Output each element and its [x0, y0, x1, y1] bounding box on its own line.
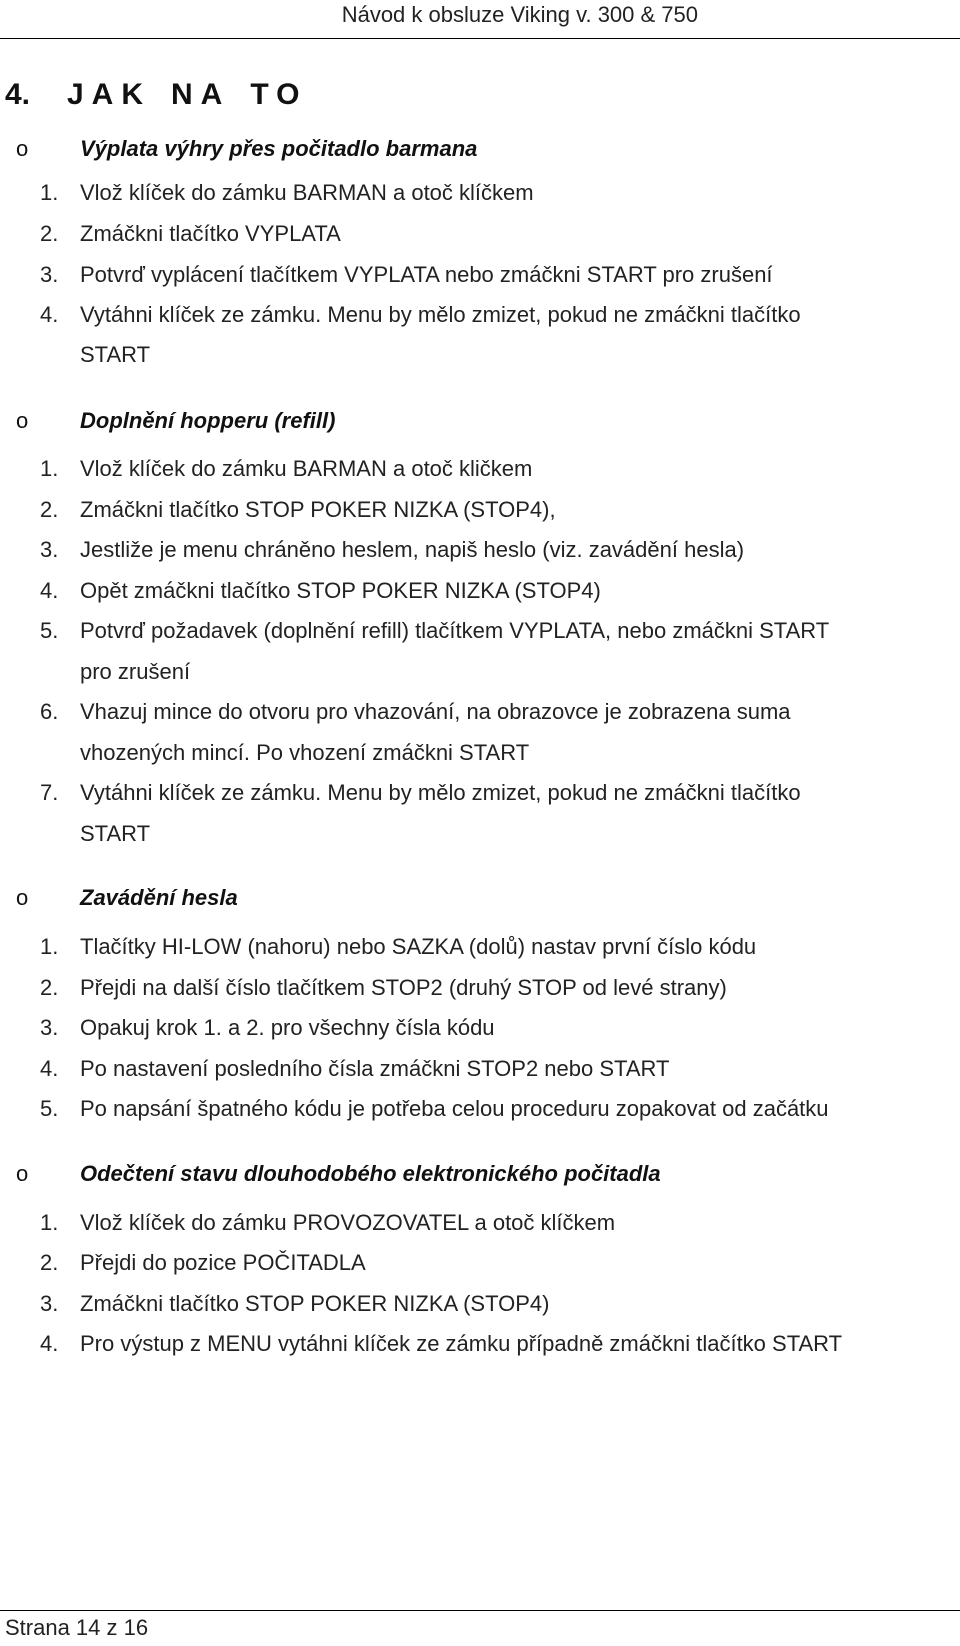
item-text: Vytáhni klíček ze zámku. Menu by mělo zmizet, pokud ne zmáčkni tlačítko	[80, 302, 801, 327]
section-heading-text: Odečtení stavu dlouhodobého elektronického počitadla	[80, 1161, 661, 1186]
header-title: Návod k obsluze Viking v. 300 & 750	[341, 2, 698, 27]
item-text: Pro výstup z MENU vytáhni klíček ze zámku případně zmáčkni tlačítko START	[80, 1331, 843, 1356]
item-text: Vlož klíček do zámku BARMAN a otoč klíčkem	[80, 180, 534, 205]
chapter-word-3: TO	[250, 78, 308, 111]
section-heading-text: Zavádění hesla	[80, 885, 238, 910]
bullet-icon: o	[16, 136, 29, 161]
bullet-icon: o	[16, 1161, 29, 1186]
item-number: 4.	[40, 302, 59, 327]
item-number: 2.	[40, 221, 59, 246]
item-text-continuation: vhozených mincí. Po vhození zmáčkni START	[80, 740, 530, 765]
item-text-continuation: pro zrušení	[80, 659, 191, 684]
item-number: 4.	[40, 578, 59, 603]
item-text: Zmáčkni tlačítko STOP POKER NIZKA (STOP4)	[80, 1291, 550, 1316]
item-text-continuation: START	[80, 342, 151, 367]
item-number: 6.	[40, 699, 59, 724]
item-text: Přejdi na další číslo tlačítkem STOP2 (druhý STOP od levé strany)	[80, 975, 727, 1000]
page-header	[0, 0, 960, 39]
item-number: 3.	[40, 1291, 59, 1316]
chapter-number: 4.	[5, 78, 31, 111]
page-number: Strana 14 z 16	[5, 1615, 149, 1640]
bullet-icon: o	[16, 885, 29, 910]
item-text: Po nastavení posledního čísla zmáčkni STOP2 nebo START	[80, 1056, 670, 1081]
section-heading-text: Doplnění hopperu (refill)	[80, 408, 336, 433]
item-text: Opakuj krok 1. a 2. pro všechny čísla kódu	[80, 1015, 495, 1040]
item-text: Jestliže je menu chráněno heslem, napiš heslo (viz. zavádění hesla)	[80, 537, 745, 562]
item-number: 4.	[40, 1056, 59, 1081]
item-number: 2.	[40, 975, 59, 1000]
item-number: 7.	[40, 780, 59, 805]
item-number: 2.	[40, 497, 59, 522]
item-text: Po napsání špatného kódu je potřeba celou proceduru zopakovat od začátku	[80, 1096, 829, 1121]
chapter-word-2: NA	[171, 78, 231, 111]
item-number: 3.	[40, 262, 59, 287]
bullet-icon: o	[16, 408, 29, 433]
item-number: 1.	[40, 934, 59, 959]
item-text: Přejdi do pozice POČITADLA	[80, 1250, 366, 1275]
item-text: Opět zmáčkni tlačítko STOP POKER NIZKA (STOP4)	[80, 578, 601, 603]
chapter-title	[5, 78, 307, 112]
item-text-continuation: START	[80, 821, 151, 846]
section-heading-text: Výplata výhry přes počitadlo barmana	[80, 136, 478, 161]
item-number: 1.	[40, 1210, 59, 1235]
item-number: 5.	[40, 1096, 59, 1121]
item-number: 2.	[40, 1250, 59, 1275]
item-text: Potvrď vyplácení tlačítkem VYPLATA nebo zmáčkni START pro zrušení	[80, 262, 773, 287]
item-number: 1.	[40, 180, 59, 205]
item-text: Vlož klíček do zámku PROVOZOVATEL a otoč klíčkem	[80, 1210, 616, 1235]
chapter-word-1: JAK	[67, 78, 152, 111]
item-text: Vlož klíček do zámku BARMAN a otoč kličkem	[80, 456, 533, 481]
item-number: 4.	[40, 1331, 59, 1356]
item-number: 3.	[40, 1015, 59, 1040]
item-number: 1.	[40, 456, 59, 481]
item-text: Vytáhni klíček ze zámku. Menu by mělo zmizet, pokud ne zmáčkni tlačítko	[80, 780, 801, 805]
page-footer	[0, 1610, 960, 1646]
item-text: Potvrď požadavek (doplnění refill) tlačítkem VYPLATA, nebo zmáčkni START	[80, 618, 830, 643]
item-number: 5.	[40, 618, 59, 643]
item-text: Zmáčkni tlačítko VYPLATA	[80, 221, 341, 246]
item-text: Tlačítky HI-LOW (nahoru) nebo SAZKA (dolů) nastav první číslo kódu	[80, 934, 757, 959]
item-number: 3.	[40, 537, 59, 562]
item-text: Zmáčkni tlačítko STOP POKER NIZKA (STOP4),	[80, 497, 556, 522]
item-text: Vhazuj mince do otvoru pro vhazování, na obrazovce je zobrazena suma	[80, 699, 791, 724]
